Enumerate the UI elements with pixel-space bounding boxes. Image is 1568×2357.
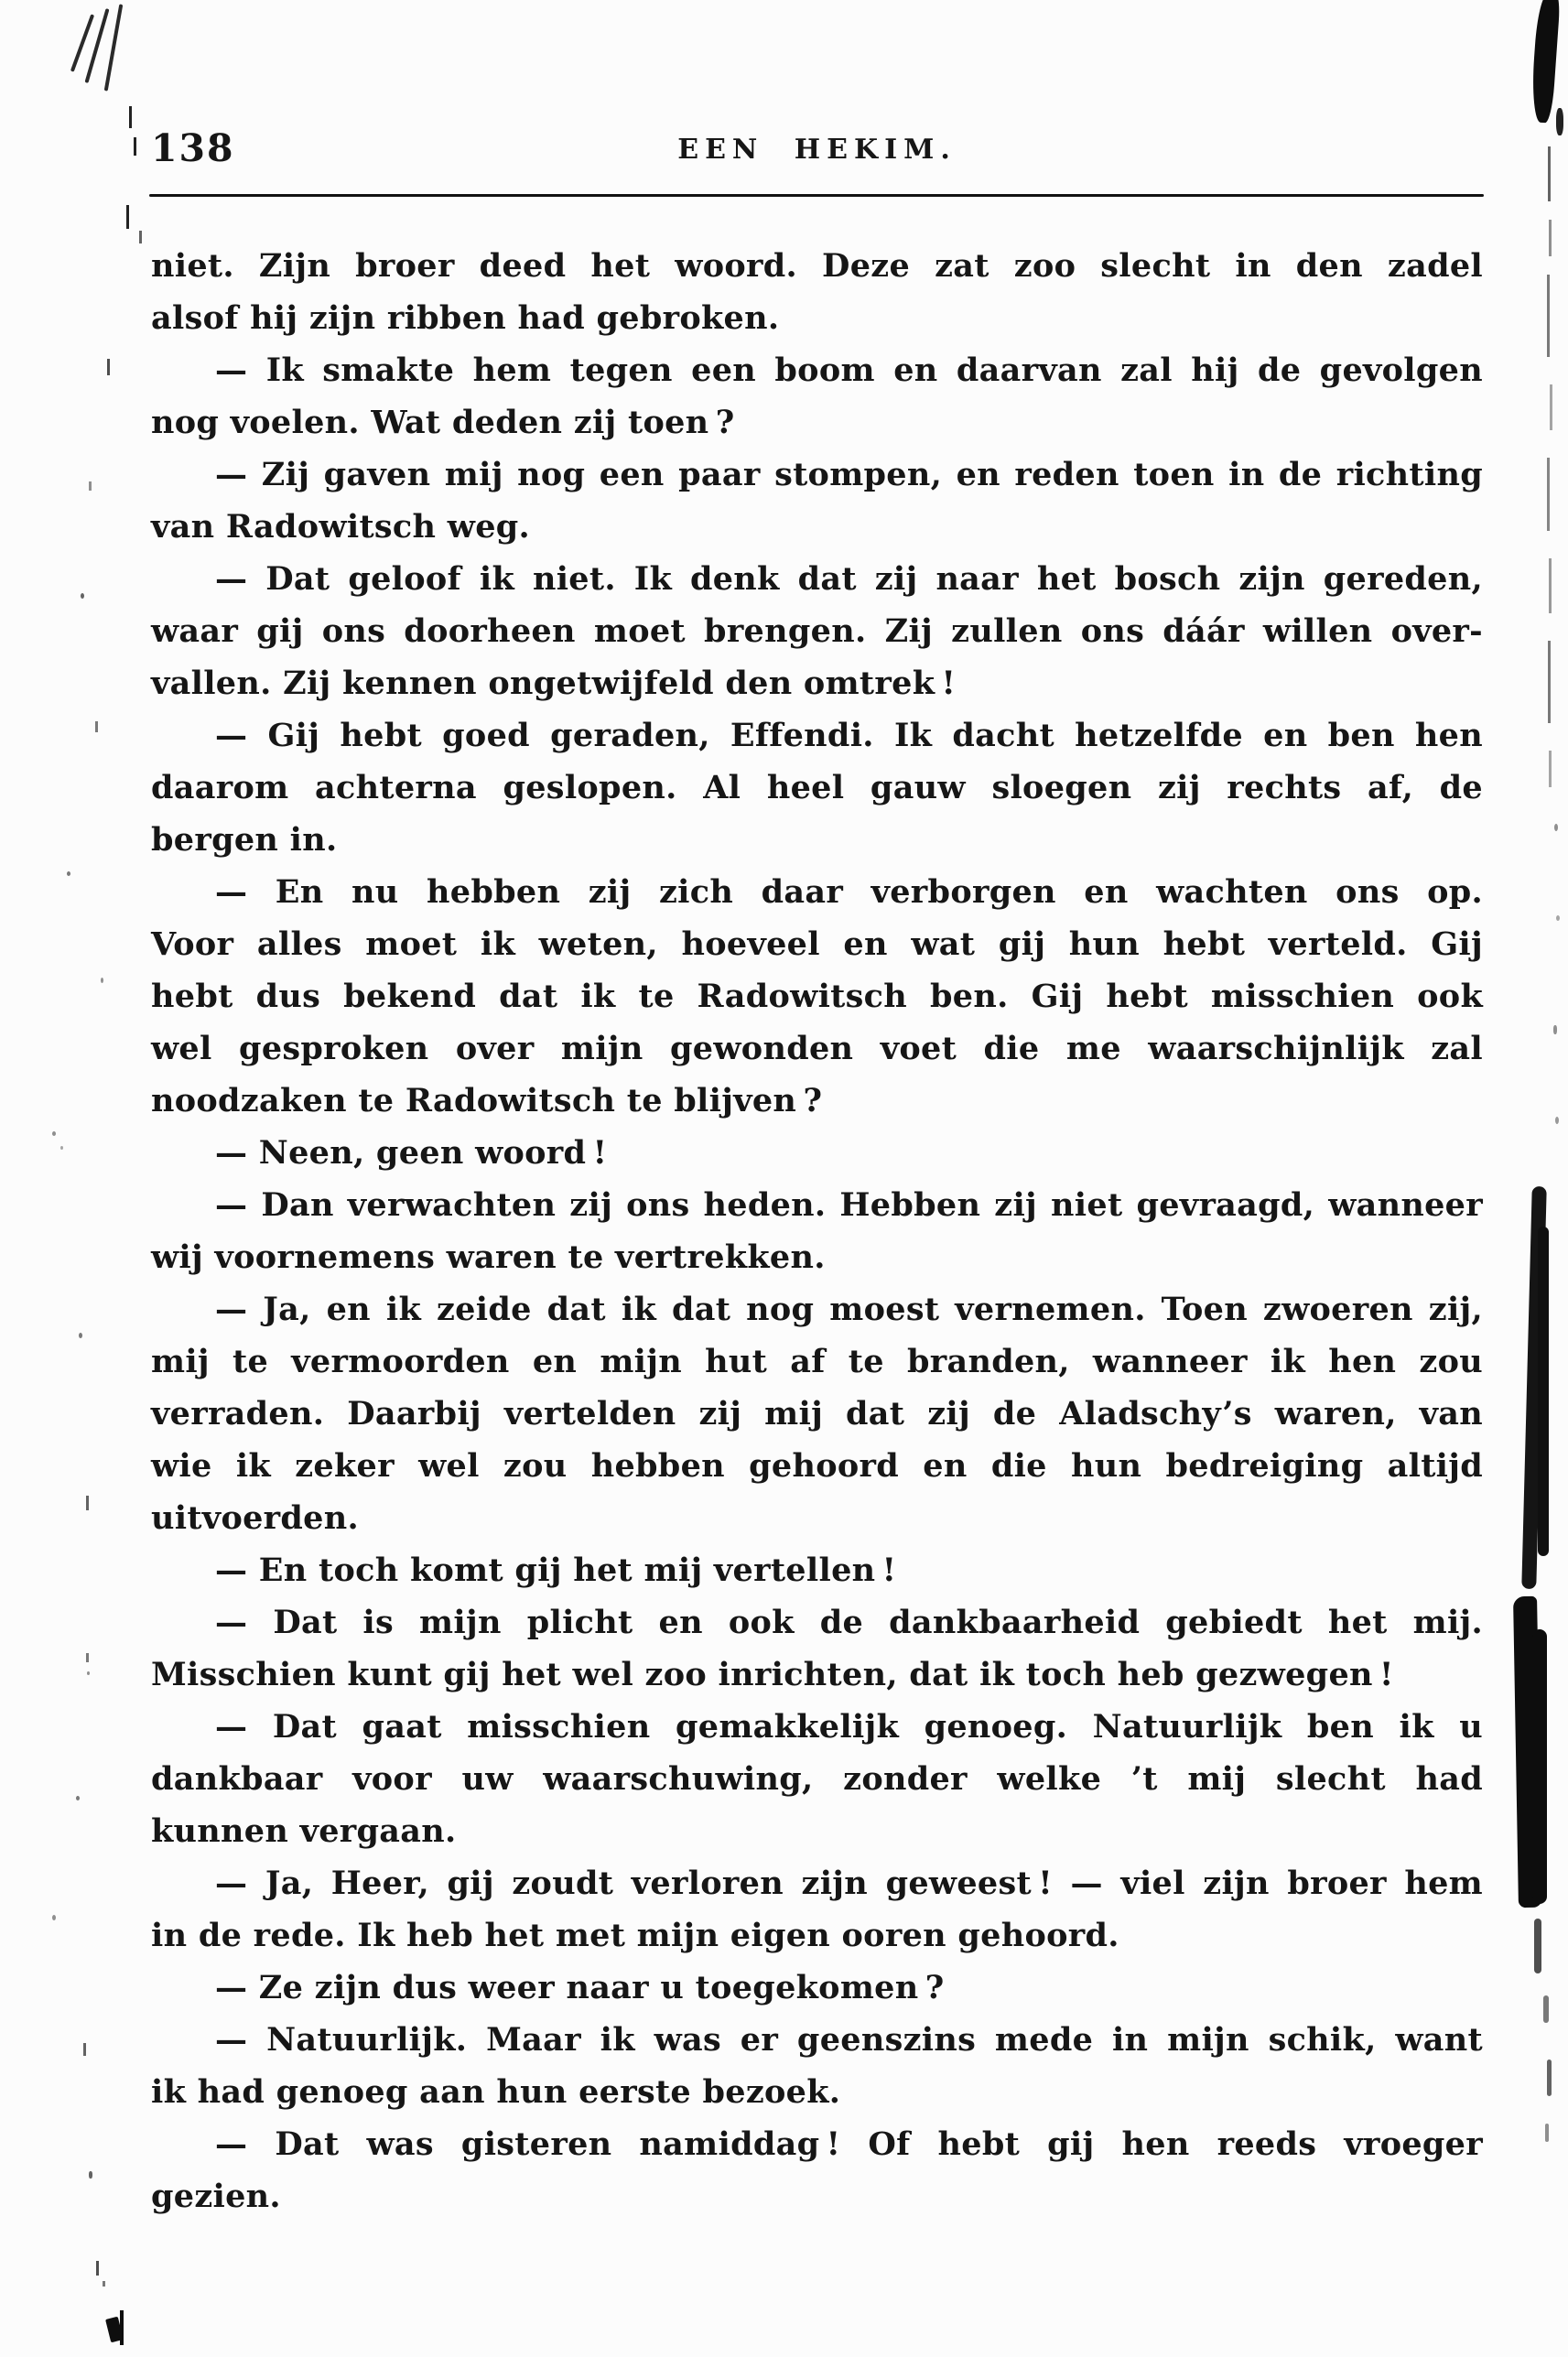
- scan-artifact: [126, 205, 129, 229]
- scan-artifact: [139, 231, 142, 243]
- text-line: hebt dus bekend dat ik te Radowitsch ben. Gij hebt misschien ook: [151, 978, 1483, 1015]
- body-text: [151, 240, 1483, 2222]
- scan-artifact: [1548, 641, 1551, 723]
- scan-artifact: [76, 1796, 80, 1800]
- text-line: dankbaar voor uw waarschuwing, zonder welke ’t mij slecht had: [151, 1760, 1483, 1798]
- text-line: waar gij ons doorheen moet brengen. Zij zullen ons dáár willen over-: [151, 612, 1483, 650]
- scan-artifact: [1547, 275, 1550, 357]
- text-line: vallen. Zij kennen ongetwijfeld den omtrek !: [151, 665, 957, 702]
- text-line: ik had genoeg aan hun eerste bezoek.: [151, 2073, 841, 2111]
- scan-artifact: [1530, 0, 1561, 124]
- page-number: 138: [151, 126, 235, 170]
- page-header: [151, 126, 1483, 181]
- scan-artifact: [1543, 1995, 1549, 2023]
- scan-artifact: [1547, 2060, 1552, 2096]
- scan-artifact: [86, 1653, 89, 1662]
- text-line: alsof hij zijn ribben had gebroken.: [151, 299, 780, 337]
- text-line: wie ik zeker wel zou hebben gehoord en die hun bedreiging altijd: [151, 1447, 1483, 1485]
- text-line: — Ze zijn dus weer naar u toegekomen ?: [215, 1969, 945, 2006]
- text-line: daarom achterna geslopen. Al heel gauw sloegen zij rechts af, de: [151, 769, 1483, 806]
- header-rule: [149, 194, 1484, 197]
- text-line: kunnen vergaan.: [151, 1812, 457, 1850]
- text-line: in de rede. Ik heb het met mijn eigen ooren gehoord.: [151, 1917, 1119, 1954]
- scan-artifact: [87, 1671, 90, 1675]
- scan-artifact: [120, 2310, 124, 2345]
- text-line: — Natuurlijk. Maar ik was er geenszins mede in mijn schik, want: [215, 2021, 1483, 2059]
- scan-artifact: [1549, 751, 1552, 787]
- text-line: van Radowitsch weg.: [151, 508, 531, 546]
- text-line: — Ik smakte hem tegen een boom en daarvan zal hij de gevolgen: [215, 351, 1483, 389]
- scan-artifact: [101, 978, 103, 983]
- scan-artifact: [1547, 458, 1550, 531]
- text-line: nog voelen. Wat deden zij toen ?: [151, 404, 735, 441]
- text-line: uitvoerden.: [151, 1499, 359, 1537]
- text-line: — Dat geloof ik niet. Ik denk dat zij naar het bosch zijn gereden,: [215, 560, 1483, 598]
- scan-artifact: [1556, 915, 1560, 921]
- scan-artifact: [1548, 146, 1551, 201]
- text-line: noodzaken te Radowitsch te blijven ?: [151, 1082, 823, 1119]
- scan-artifact: [129, 106, 132, 128]
- scan-artifact: [95, 721, 98, 732]
- scan-artifact: [89, 481, 92, 491]
- text-line: — En nu hebben zij zich daar verborgen en wachten ons op.: [215, 873, 1483, 911]
- scan-artifact: [1549, 558, 1552, 613]
- text-line: — Ja, Heer, gij zoudt verloren zijn geweest ! — viel zijn broer hem: [215, 1865, 1483, 1902]
- text-line: — Dan verwachten zij ons heden. Hebben zij niet gevraagd, wanneer: [215, 1186, 1483, 1224]
- scan-artifact: [83, 2043, 86, 2056]
- text-line: Voor alles moet ik weten, hoeveel en wat gij hun hebt verteld. Gij: [151, 925, 1483, 963]
- text-line: — Dat is mijn plicht en ook de dankbaarheid gebiedt het mij.: [215, 1604, 1483, 1641]
- scan-artifact: [86, 1496, 89, 1510]
- text-line: wel gesproken over mijn gewonden voet die me waarschijnlijk zal: [151, 1030, 1483, 1067]
- scan-artifact: [60, 1146, 63, 1150]
- scan-artifact: [1538, 1227, 1549, 1556]
- scan-artifact: [1555, 1117, 1559, 1124]
- scan-artifact: [103, 2281, 105, 2287]
- text-line: wij voornemens waren te vertrekken.: [151, 1238, 826, 1276]
- text-line: — Ja, en ik zeide dat ik dat nog moest vernemen. Toen zwoeren zij,: [215, 1291, 1483, 1328]
- scan-artifact: [1550, 384, 1552, 430]
- text-line: — Dat gaat misschien gemakkelijk genoeg. Natuurlijk ben ik u: [215, 1708, 1483, 1746]
- text-line: verraden. Daarbij vertelden zij mij dat zij de Aladschy’s waren, van: [151, 1395, 1483, 1433]
- scan-artifact: [1554, 824, 1558, 831]
- text-line: — Neen, geen woord !: [215, 1134, 608, 1172]
- scan-artifact: [52, 1915, 56, 1920]
- text-line: gezien.: [151, 2178, 281, 2215]
- text-line: — En toch komt gij het mij vertellen !: [215, 1552, 897, 1589]
- text-line: Misschien kunt gij het wel zoo inrichten, dat ik toch heb gezwegen !: [151, 1656, 1394, 1693]
- scan-artifact: [1556, 108, 1563, 135]
- scan-artifact: [107, 359, 110, 375]
- text-line: — Gij hebt goed geraden, Effendi. Ik dacht hetzelfde en ben hen: [215, 717, 1483, 754]
- scan-artifact: [1549, 220, 1552, 256]
- scan-artifact: [79, 1333, 82, 1338]
- scan-artifact: [1532, 1629, 1547, 1904]
- scan-artifact: [1553, 1025, 1557, 1034]
- scan-artifact: [1534, 1919, 1541, 1973]
- text-line: mij te vermoorden en mijn hut af te branden, wanneer ik hen zou: [151, 1343, 1483, 1380]
- scan-artifact: [52, 1131, 56, 1136]
- scan-artifact: [89, 2171, 92, 2179]
- running-title: EEN HEKIM.: [677, 134, 957, 166]
- text-line: bergen in.: [151, 821, 338, 859]
- scan-artifact: [1545, 2124, 1549, 2142]
- text-line: — Dat was gisteren namiddag ! Of hebt gij hen reeds vroeger: [215, 2125, 1483, 2163]
- scan-artifact: [81, 593, 84, 599]
- scan-artifact: [134, 137, 136, 156]
- scan-artifact: [96, 2261, 99, 2276]
- text-line: niet. Zijn broer deed het woord. Deze zat zoo slecht in den zadel: [151, 247, 1483, 285]
- scan-artifact: [67, 871, 70, 876]
- text-line: — Zij gaven mij nog een paar stompen, en reden toen in de richting: [215, 456, 1483, 493]
